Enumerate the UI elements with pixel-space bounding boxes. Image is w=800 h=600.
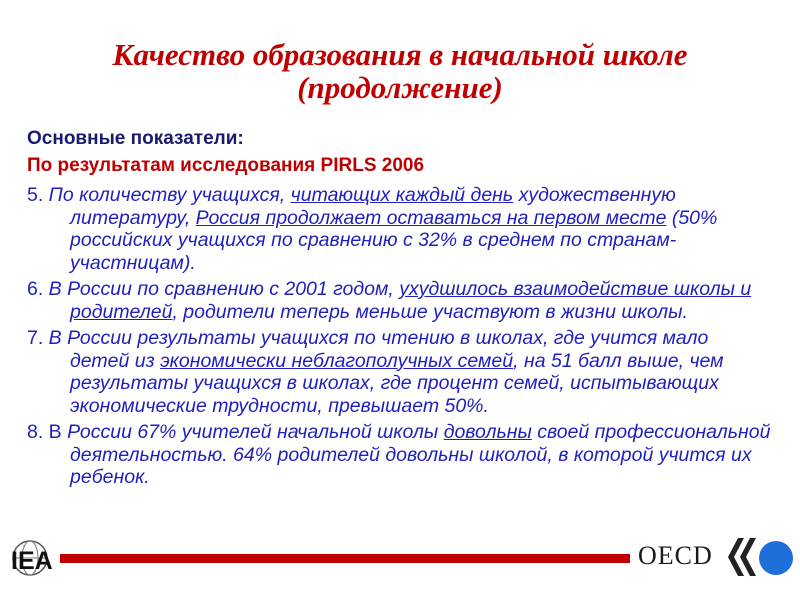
list-item: 7. В России результаты учащихся по чтению в школах, где учится мало детей из экономически неблагополучных семей, на 51 балл выше, чем результаты учащихся в школах, где процент семей, испытывающих экономические трудности, превышает 50%.: [27, 327, 724, 417]
underlined-phrase: довольны: [443, 421, 532, 443]
subheading-source: По результатам исследования PIRLS 2006: [27, 155, 425, 176]
oecd-logo-icon: [724, 532, 794, 582]
item-number: 8. В: [27, 421, 62, 443]
underlined-phrase: читающих каждый день: [290, 184, 514, 206]
item-number: 6.: [27, 278, 44, 300]
subheading-main: Основные показатели:: [27, 128, 244, 149]
oecd-logo-text: OECD: [638, 541, 713, 570]
title-line-1: Качество образования в начальной школе: [112, 37, 688, 72]
underlined-phrase: Россия продолжает оставаться на первом месте: [195, 206, 667, 229]
iea-logo: [8, 538, 70, 578]
footer-red-bar: [60, 554, 630, 563]
list-item: 5. По количеству учащихся, читающих каждый день художественную литературу, Россия продолжает оставаться на первом месте (50% российских учащихся по сравнению с 32% в среднем по странам-участницам).: [27, 184, 718, 274]
underlined-phrase: ухудшилось взаимодействие школы и родителей: [70, 278, 752, 323]
list-item: 8. В России 67% учителей начальной школы довольны своей профессиональной деятельностью. 64% родителей довольны школой, в которой учится их ребенок.: [27, 421, 771, 488]
slide-title: [0, 38, 800, 104]
underlined-phrase: экономически неблагополучных семей: [160, 349, 514, 372]
oecd-circle-icon: [759, 541, 793, 575]
findings-list: [27, 184, 772, 493]
list-item: 6. В России по сравнению с 2001 годом, ухудшилось взаимодействие школы и родителей, родители теперь меньше участвуют в жизни школы.: [27, 278, 752, 323]
item-number: 5.: [27, 184, 44, 206]
title-line-2: (продолжение): [297, 70, 503, 105]
iea-logo-text: IEA: [11, 547, 53, 575]
item-number: 7.: [27, 327, 44, 349]
